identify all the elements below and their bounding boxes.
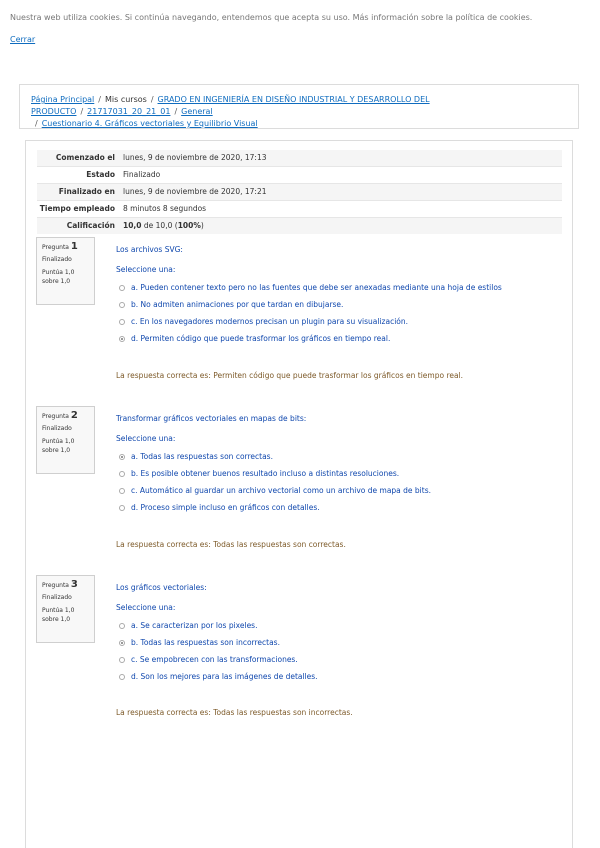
option-b[interactable]: b. Todas las respuestas son incorrectas.	[116, 634, 556, 651]
option-a[interactable]: a. Pueden contener texto pero no las fuentes que debe ser anexadas mediante una hoja de estilos	[116, 279, 556, 296]
breadcrumb: Página Principal / Mis cursos / GRADO EN INGENIERÍA EN DISEÑO INDUSTRIAL Y DESARROLLO DEL PRODUCTO / 21717031_20_21_01 / General / Cuestionario 4. Gráficos vectoriales y Equilibrio Visual	[31, 95, 430, 128]
question-prompt: Seleccione una:	[116, 265, 176, 274]
question-prompt: Seleccione una:	[116, 603, 176, 612]
option-c[interactable]: c. Se empobrecen con las transformaciones.	[116, 651, 556, 668]
radio-button-selected[interactable]	[119, 640, 125, 646]
radio-button[interactable]	[119, 285, 125, 291]
grade-value: 10,0 de 10,0 (100%)	[123, 221, 204, 230]
time-value: 8 minutos 8 segundos	[123, 204, 207, 213]
option-d[interactable]: d. Son los mejores para las imágenes de detalles.	[116, 668, 556, 685]
breadcrumb-quiz[interactable]: Cuestionario 4. Gráficos vectoriales y Equilibrio Visual	[41, 119, 258, 128]
started-value: lunes, 9 de noviembre de 2020, 17:13	[123, 153, 267, 162]
question-2-content	[116, 414, 556, 516]
radio-button[interactable]	[119, 471, 125, 477]
breadcrumb-home[interactable]: Página Principal	[31, 95, 95, 104]
radio-button-selected[interactable]	[119, 454, 125, 460]
breadcrumb-general[interactable]: General	[181, 107, 213, 116]
question-prompt: Seleccione una:	[116, 434, 176, 443]
option-b[interactable]: b. No admiten animaciones por que tardan en dibujarse.	[116, 296, 556, 313]
close-link[interactable]: Cerrar	[10, 35, 36, 44]
answer-options	[116, 617, 556, 685]
finished-label: Finalizado en	[58, 187, 115, 196]
breadcrumb-my-courses: Mis cursos	[104, 95, 147, 104]
question-1-info: Pregunta 1 Finalizado Puntúa 1,0 sobre 1,0	[36, 237, 95, 305]
question-text: Los gráficos vectoriales:	[116, 583, 207, 592]
question-grade: Puntúa 1,0 sobre 1,0	[42, 269, 75, 285]
question-state: Finalizado	[42, 256, 72, 263]
question-1-feedback: La respuesta correcta es: Permiten código que puede trasformar los gráficos en tiempo real.	[116, 371, 464, 380]
option-a[interactable]: a. Se caracterizan por los pixeles.	[116, 617, 556, 634]
question-text: Transformar gráficos vectoriales en mapas de bits:	[116, 414, 307, 423]
state-label: Estado	[86, 170, 115, 179]
question-1-content	[116, 245, 556, 347]
question-text: Los archivos SVG:	[116, 245, 183, 254]
option-c[interactable]: c. En los navegadores modernos precisan un plugin para su visualización.	[116, 313, 556, 330]
radio-button[interactable]	[119, 505, 125, 511]
question-2-info: Pregunta 2 Finalizado Puntúa 1,0 sobre 1,0	[36, 406, 95, 474]
finished-value: lunes, 9 de noviembre de 2020, 17:21	[123, 187, 267, 196]
question-grade: Puntúa 1,0 sobre 1,0	[42, 607, 75, 623]
option-c[interactable]: c. Automático al guardar un archivo vectorial como un archivo de mapa de bits.	[116, 482, 556, 499]
radio-button[interactable]	[119, 488, 125, 494]
radio-button[interactable]	[119, 623, 125, 629]
answer-options	[116, 448, 556, 516]
attempt-summary	[37, 150, 562, 234]
question-3-feedback: La respuesta correcta es: Todas las respuestas son incorrectas.	[116, 708, 353, 717]
option-d[interactable]: d. Permiten código que puede trasformar los gráficos en tiempo real.	[116, 330, 556, 347]
question-3-content	[116, 583, 556, 685]
question-grade: Puntúa 1,0 sobre 1,0	[42, 438, 75, 454]
breadcrumb-box	[19, 84, 579, 129]
option-a[interactable]: a. Todas las respuestas son correctas.	[116, 448, 556, 465]
option-d[interactable]: d. Proceso simple incluso en gráficos con detalles.	[116, 499, 556, 516]
state-value: Finalizado	[123, 170, 161, 179]
radio-button[interactable]	[119, 674, 125, 680]
started-label: Comenzado el	[55, 153, 115, 162]
radio-button[interactable]	[119, 319, 125, 325]
radio-button-selected[interactable]	[119, 336, 125, 342]
breadcrumb-course-code[interactable]: 21717031_20_21_01	[87, 107, 171, 116]
grade-label: Calificación	[66, 221, 115, 230]
question-2-feedback: La respuesta correcta es: Todas las respuestas son correctas.	[116, 540, 346, 549]
cookie-notice: Nuestra web utiliza cookies. Si continúa navegando, entendemos que acepta su uso. Más información sobre la política de cookies.	[10, 13, 533, 22]
breadcrumb-course[interactable]: GRADO EN INGENIERÍA EN DISEÑO INDUSTRIAL Y DESARROLLO DEL PRODUCTO	[31, 95, 430, 116]
question-state: Finalizado	[42, 425, 72, 432]
question-3-info: Pregunta 3 Finalizado Puntúa 1,0 sobre 1,0	[36, 575, 95, 643]
time-label: Tiempo empleado	[39, 204, 115, 213]
radio-button[interactable]	[119, 657, 125, 663]
option-b[interactable]: b. Es posible obtener buenos resultado incluso a distintas resoluciones.	[116, 465, 556, 482]
question-state: Finalizado	[42, 594, 72, 601]
answer-options	[116, 279, 556, 347]
radio-button[interactable]	[119, 302, 125, 308]
